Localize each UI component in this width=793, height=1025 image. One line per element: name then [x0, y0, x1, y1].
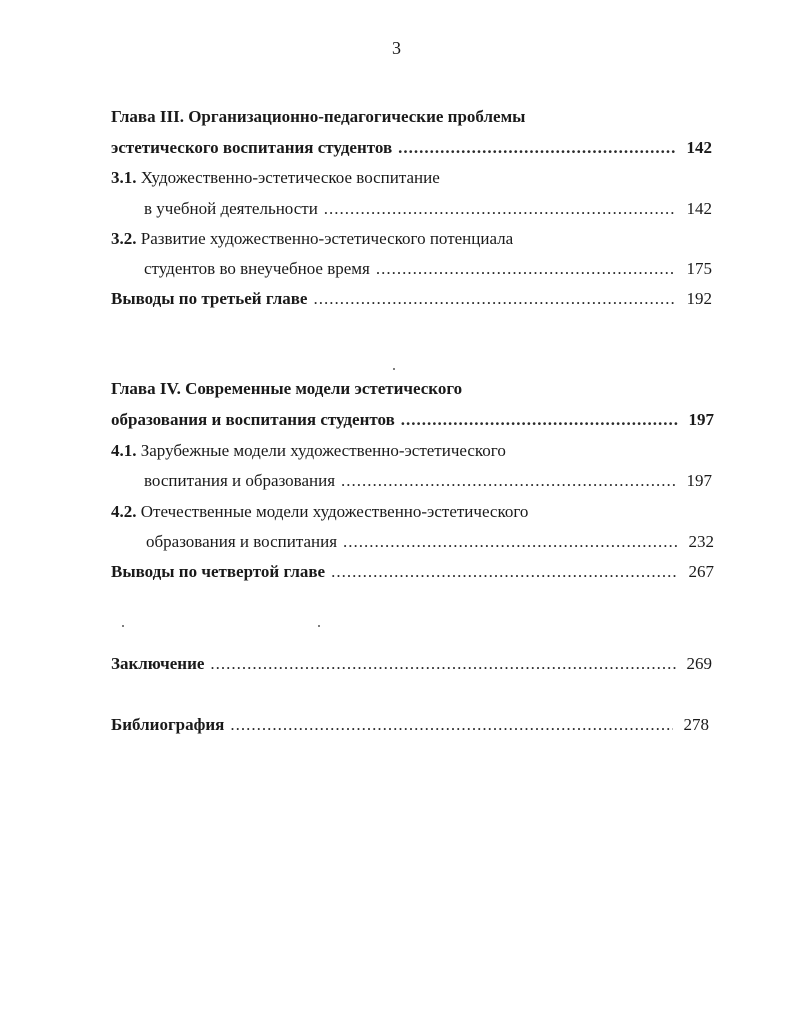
section-3-2-title: Развитие художественно-эстетического потенциала	[140, 229, 514, 248]
section-3-2-title-line2: студентов во внеучебное время	[144, 259, 370, 278]
section-3-1-row[interactable]	[144, 198, 712, 220]
page-number: 3	[392, 38, 401, 58]
chapter-3-page: 142	[686, 138, 712, 157]
leader-dots	[401, 409, 678, 431]
chapter-4-title-row[interactable]	[111, 409, 714, 431]
section-3-1-page: 142	[686, 199, 712, 218]
leader-dots	[230, 714, 673, 736]
leader-dots	[341, 470, 676, 492]
section-4-2-title: Отечественные модели художественно-эстетического	[140, 502, 529, 521]
section-3-1-number: 3.1.	[111, 168, 137, 187]
chapter-4-title-line1: Глава IV. Современные модели эстетического	[111, 379, 463, 398]
section-3-1-title-line2: в учебной деятельности	[144, 199, 318, 218]
chapter-3-conclusions-row[interactable]	[111, 288, 712, 310]
section-3-2-line1	[111, 228, 513, 250]
section-4-1-title: Зарубежные модели художественно-эстетического	[140, 441, 506, 460]
leader-dots	[210, 653, 676, 675]
bibliography-page: 278	[683, 715, 709, 734]
leader-dots	[343, 531, 678, 553]
section-4-2-page: 232	[688, 532, 714, 551]
leader-dots	[331, 561, 678, 583]
chapter-3-title-row[interactable]	[111, 137, 712, 159]
chapter-3-conclusions-page: 192	[686, 289, 712, 308]
bibliography-label: Библиография	[111, 715, 225, 734]
section-3-2-page: 175	[686, 259, 712, 278]
leader-dots	[324, 198, 676, 220]
leader-dots	[398, 137, 676, 159]
section-4-2-row[interactable]	[146, 531, 714, 553]
scan-speck	[122, 625, 124, 627]
chapter-4-page: 197	[688, 410, 714, 429]
section-4-1-line1	[111, 440, 506, 462]
bibliography-row[interactable]	[111, 714, 709, 736]
section-4-1-title-line2: воспитания и образования	[144, 471, 336, 490]
section-3-1-line1	[111, 167, 440, 189]
section-4-1-page: 197	[686, 471, 712, 490]
leader-dots	[376, 258, 676, 280]
chapter-3-conclusions-label: Выводы по третьей главе	[111, 289, 308, 308]
section-4-1-row[interactable]	[144, 470, 712, 492]
conclusion-page: 269	[686, 654, 712, 673]
section-4-2-number: 4.2.	[111, 502, 137, 521]
chapter-4-title-line2: образования и воспитания студентов	[111, 410, 395, 429]
section-4-2-title-line2: образования и воспитания	[146, 532, 338, 551]
scan-speck	[318, 625, 320, 627]
conclusion-row[interactable]	[111, 653, 712, 675]
chapter-3-title-line2: эстетического воспитания студентов	[111, 138, 393, 157]
section-4-1-number: 4.1.	[111, 441, 137, 460]
chapter-3-title-line1: Глава III. Организационно-педагогические проблемы	[111, 107, 526, 126]
section-4-2-line1	[111, 501, 528, 523]
section-3-2-row[interactable]	[144, 258, 712, 280]
conclusion-label: Заключение	[111, 654, 205, 673]
chapter-4-conclusions-row[interactable]	[111, 561, 714, 583]
chapter-4-conclusions-label: Выводы по четвертой главе	[111, 562, 326, 581]
leader-dots	[313, 288, 676, 310]
section-3-1-title: Художественно-эстетическое воспитание	[140, 168, 440, 187]
chapter-4-conclusions-page: 267	[688, 562, 714, 581]
scan-speck	[393, 368, 395, 370]
section-3-2-number: 3.2.	[111, 229, 137, 248]
